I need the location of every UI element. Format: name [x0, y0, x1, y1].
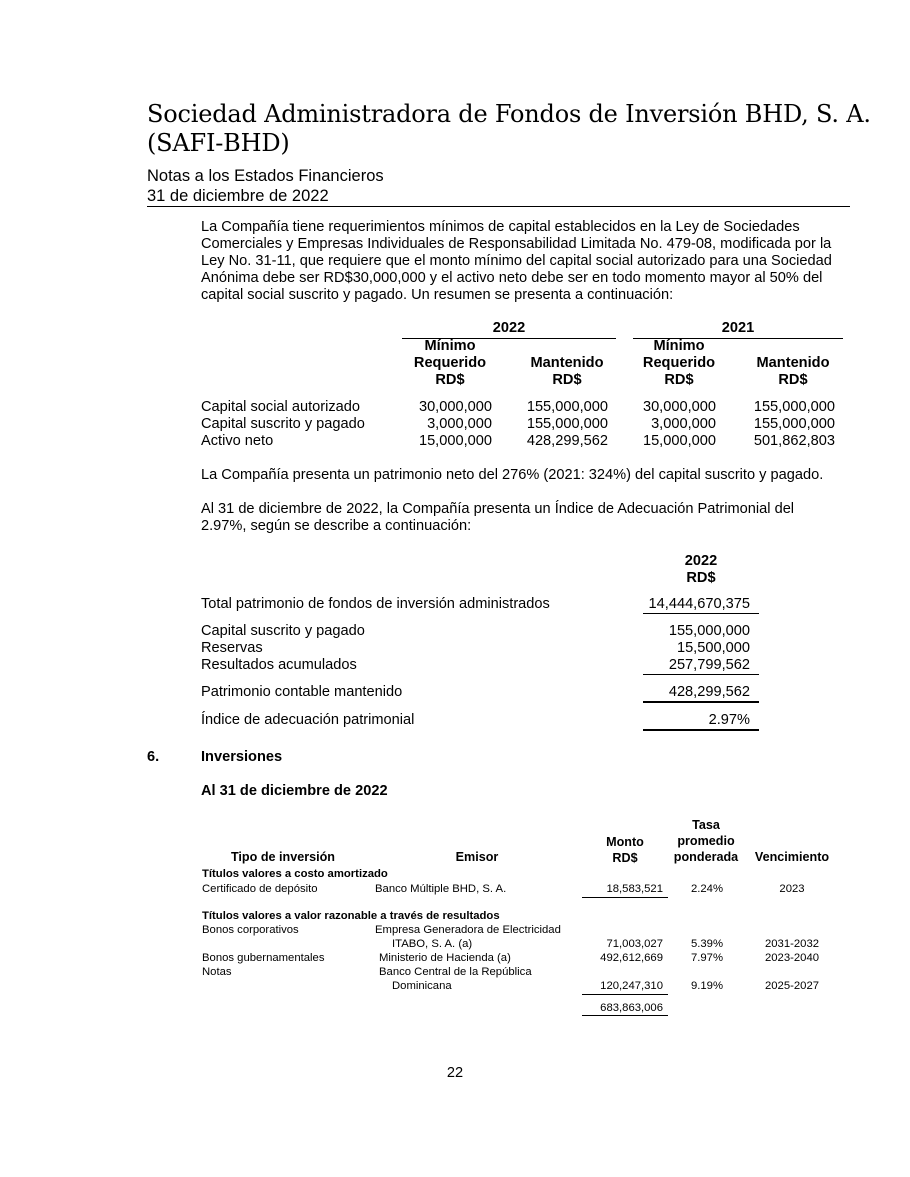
- inv-header-emisor: Emisor: [455, 850, 499, 864]
- inv-monto: 492,612,669: [600, 952, 663, 964]
- double-underline: [643, 701, 759, 703]
- company-abbreviation: (SAFI-BHD): [147, 129, 290, 157]
- indice-year-header: 2022: [684, 553, 718, 569]
- inv-emisor-cont: Dominicana: [392, 980, 452, 992]
- double-underline: [643, 729, 759, 731]
- table-cell: 155,000,000: [753, 399, 835, 415]
- paragraph-line: 2.97%, según se describe a continuación:: [201, 518, 472, 534]
- inv-tasa: 5.39%: [690, 938, 724, 950]
- inv-header-monto: Monto RD$: [606, 835, 644, 865]
- patrimonio-paragraph: La Compañía presenta un patrimonio neto del 276% (2021: 324%) del capital suscrito y pagado.: [201, 467, 824, 483]
- table-cell: 3,000,000: [427, 416, 492, 432]
- inv-header-tasa: Tasa promedio ponderada: [673, 818, 739, 864]
- inv-emisor: Banco Central de la República: [379, 966, 532, 978]
- table-cell: 501,862,803: [753, 433, 835, 449]
- paragraph-line: Comerciales y Empresas Individuales de Responsabilidad Limitada No. 479-08, modificada por la: [201, 236, 832, 252]
- indice-row-label: Patrimonio contable mantenido: [201, 684, 403, 700]
- page-number: 22: [446, 1065, 464, 1081]
- inv-header-vencimiento: Vencimiento: [754, 850, 830, 864]
- table-cell: 155,000,000: [753, 416, 835, 432]
- inv-group-label: Títulos valores a costo amortizado: [202, 868, 388, 880]
- paragraph-line: La Compañía tiene requerimientos mínimos de capital establecidos en la Ley de Sociedades: [201, 219, 800, 235]
- inv-emisor: Ministerio de Hacienda (a): [379, 952, 511, 964]
- col-mantenido-2021-header: Mantenido RD$: [756, 355, 830, 388]
- total-underline: [643, 613, 759, 614]
- inv-vencimiento: 2023: [779, 883, 805, 895]
- header-rule: [147, 206, 850, 207]
- inv-tasa: 9.19%: [690, 980, 724, 992]
- year-2021-header: 2021: [721, 320, 755, 336]
- inv-header-tipo: Tipo de inversión: [230, 850, 336, 864]
- inv-vencimiento: 2023-2040: [764, 952, 820, 964]
- indice-row-label: Índice de adecuación patrimonial: [201, 712, 415, 728]
- indice-currency-header: RD$: [686, 570, 716, 586]
- table-cell: 155,000,000: [526, 399, 608, 415]
- col-mantenido-2022-header: Mantenido RD$: [530, 355, 604, 388]
- indice-row-value: 257,799,562: [668, 657, 750, 673]
- amount-underline: [582, 897, 668, 898]
- amount-underline: [582, 994, 668, 995]
- table-cell: 155,000,000: [526, 416, 608, 432]
- indice-row-value: 15,500,000: [676, 640, 750, 656]
- table-cell: 15,000,000: [642, 433, 716, 449]
- indice-row-label: Total patrimonio de fondos de inversión administrados: [201, 596, 550, 612]
- col-minimo-2021-header: Mínimo Requerido RD$: [642, 338, 716, 388]
- table-row: Activo neto: [201, 433, 274, 449]
- subtotal-underline: [643, 674, 759, 675]
- notes-title: Notas a los Estados Financieros: [147, 167, 384, 185]
- table-cell: 30,000,000: [418, 399, 492, 415]
- section-number: 6.: [147, 749, 160, 765]
- inv-monto: 18,583,521: [606, 883, 663, 895]
- paragraph-line: Ley No. 31-11, que requiere que el monto mínimo del capital social autorizado para una Sociedad: [201, 253, 832, 269]
- indice-paragraph: [201, 501, 794, 535]
- year-2022-header: 2022: [492, 320, 526, 336]
- paragraph-line: Al 31 de diciembre de 2022, la Compañía presenta un Índice de Adecuación Patrimonial del: [201, 501, 795, 517]
- col-minimo-2022-header: Mínimo Requerido RD$: [413, 338, 487, 388]
- inv-tasa: 7.97%: [690, 952, 724, 964]
- inv-vencimiento: 2025-2027: [764, 980, 820, 992]
- table-row: Capital suscrito y pagado: [201, 416, 365, 432]
- intro-paragraph: [201, 219, 832, 304]
- indice-row-value: 155,000,000: [668, 623, 750, 639]
- indice-row-label: Resultados acumulados: [201, 657, 357, 673]
- indice-row-label: Reservas: [201, 640, 263, 656]
- company-name: Sociedad Administradora de Fondos de Inversión BHD, S. A.: [147, 100, 871, 128]
- inv-tasa: 2.24%: [690, 883, 724, 895]
- indice-row-label: Capital suscrito y pagado: [201, 623, 365, 639]
- inv-monto: 71,003,027: [606, 938, 663, 950]
- paragraph-line: Anónima debe ser RD$30,000,000 y el activo neto debe ser en todo momento mayor al 50% del: [201, 270, 823, 286]
- section-subtitle: Al 31 de diciembre de 2022: [201, 783, 388, 799]
- inv-tipo: Bonos corporativos: [202, 924, 299, 936]
- inv-monto: 120,247,310: [600, 980, 663, 992]
- table-cell: 15,000,000: [418, 433, 492, 449]
- inv-tipo: Notas: [202, 966, 232, 978]
- table-cell: 428,299,562: [526, 433, 608, 449]
- total-underline: [582, 1015, 668, 1016]
- table-cell: 30,000,000: [642, 399, 716, 415]
- inv-total: 683,863,006: [600, 1002, 663, 1014]
- inv-emisor: Banco Múltiple BHD, S. A.: [375, 883, 507, 895]
- table-cell: 3,000,000: [651, 416, 716, 432]
- paragraph-line: capital social suscrito y pagado. Un resumen se presenta a continuación:: [201, 287, 674, 303]
- table-row: Capital social autorizado: [201, 399, 360, 415]
- inv-emisor: Empresa Generadora de Electricidad: [375, 924, 561, 936]
- indice-row-value: 14,444,670,375: [648, 596, 750, 612]
- inv-emisor-cont: ITABO, S. A. (a): [392, 938, 473, 950]
- indice-row-value: 2.97%: [708, 712, 750, 728]
- inv-group-label: Títulos valores a valor razonable a través de resultados: [202, 910, 500, 922]
- section-title: Inversiones: [201, 749, 283, 765]
- indice-row-value: 428,299,562: [668, 684, 750, 700]
- inv-tipo: Certificado de depósito: [202, 883, 318, 895]
- inv-vencimiento: 2031-2032: [764, 938, 820, 950]
- inv-tipo: Bonos gubernamentales: [202, 952, 325, 964]
- statement-date: 31 de diciembre de 2022: [147, 187, 329, 205]
